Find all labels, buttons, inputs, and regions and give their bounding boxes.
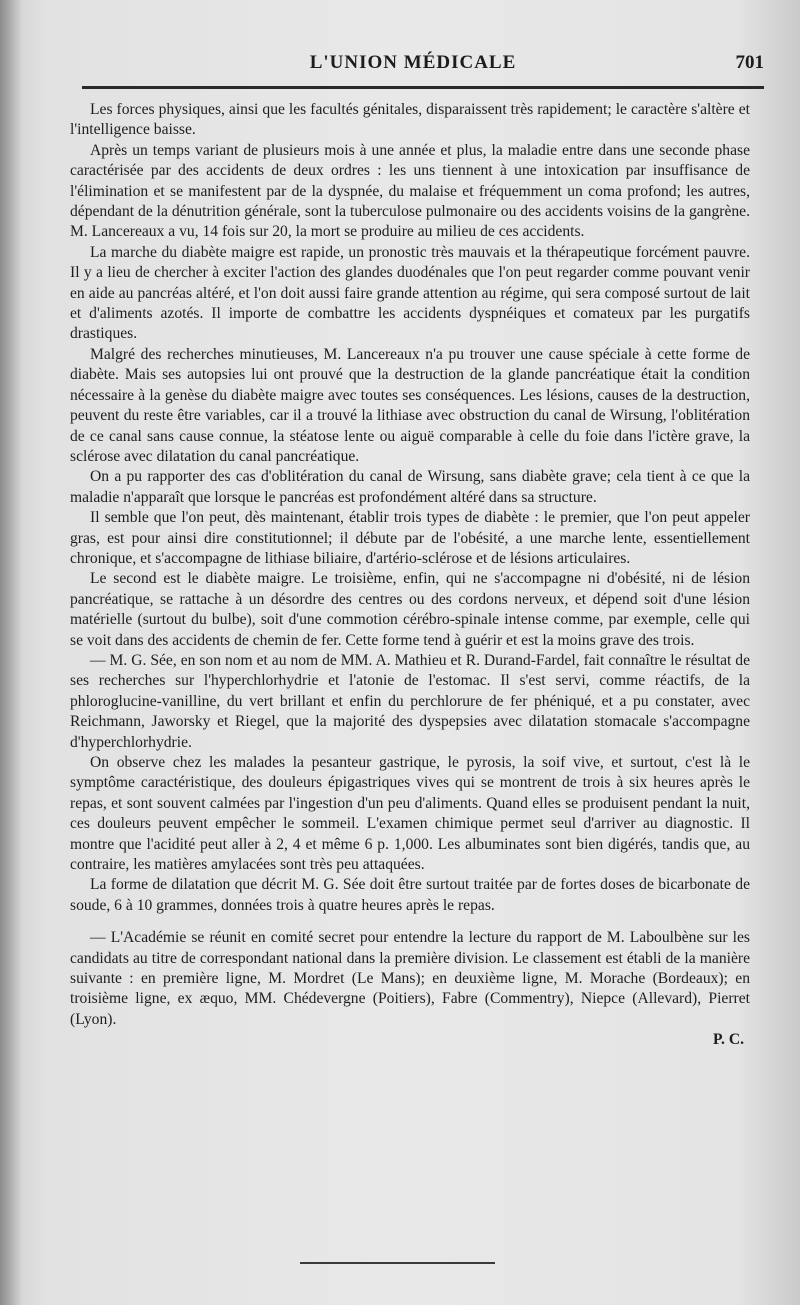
page-number: 701: [735, 52, 764, 73]
paragraph: La marche du diabète maigre est rapide, un pronostic très mauvais et la thérapeutique forcément pauvre. Il y a lieu de chercher à exciter l'action des glandes duodénales que l'on peut regarder comme pouvant venir en aide au pancréas altéré, et l'on doit aussi faire grande attention au régime, qui sera composé surtout de lait et d'aliments azotés. Il importe de combattre les accidents dyspnéiques et comateux par les purgatifs drastiques.: [70, 243, 750, 343]
paragraph: On a pu rapporter des cas d'oblitération du canal de Wirsung, sans diabète grave; cela tient à ce que la maladie n'apparaît que lorsque le pancréas est profondément altéré dans sa structure.: [70, 468, 750, 506]
paragraph: Il semble que l'on peut, dès maintenant, établir trois types de diabète : le premier, que l'on peut appeler gras, est pour ainsi dire constitutionnel; il débute par de l'obésité, a une marche lente, essentiellement chronique, et s'accompagne de lithiase biliaire, d'artério-sclérose et de lésions articulaires.: [70, 509, 750, 567]
paragraph: Après un temps variant de plusieurs mois à une année et plus, la maladie entre dans une seconde phase caractérisée par des accidents de deux ordres : les uns tiennent à une intoxication par insuffisance de l'élimination et se manifestent par de la dyspnée, du malaise et fréquemment un coma profond; les autres, dépendant de la dénutrition générale, sont la tuberculose pulmonaire ou des accidents voisins de la gangrène. M. Lancereaux a vu, 14 fois sur 20, la mort se produire au milieu de ces accidents.: [70, 141, 750, 241]
paragraph: On observe chez les malades la pesanteur gastrique, le pyrosis, la soif vive, et surtout, c'est là le symptôme caractéristique, des douleurs épigastriques vives qui se montrent de trois à six heures après le repas, et sont souvent calmées par l'ingestion d'un peu d'aliments. Quand elles se produisent pendant la nuit, ces douleurs peuvent empêcher le sommeil. L'examen chimique permet seul d'arriver au diagnostic. Il montre que l'acidité peut aller à 2, 4 et même 6 p. 1,000. Les albuminates sont bien digérés, tandis que, au contraire, les matières amylacées sont très peu attaquées.: [70, 754, 750, 874]
paragraph: Le second est le diabète maigre. Le troisième, enfin, qui ne s'accompagne ni d'obésité, ni de lésion pancréatique, se rattache à un désordre des centres ou des cordons nerveux, et dépend soit d'une lésion matérielle (surtout du bulbe), soit d'une commotion cérébro-spinale intense comme, par exemple, celle qui se voit dans des accidents de chemin de fer. Cette forme tend à guérir et est la moins grave des trois.: [70, 570, 750, 649]
page-header: [60, 50, 766, 90]
article-body: [70, 100, 750, 1051]
paragraph: — M. G. Sée, en son nom et au nom de MM. A. Mathieu et R. Durand-Fardel, fait connaître le résultat de ses recherches sur l'hyperchlorhydrie et l'atonie de l'estomac. Il s'est servi, comme réactifs, de la phloroglucine-vanilline, du vert brillant et enfin du perchlorure de fer phéniqué, et a pu constater, avec Reichmann, Jaworsky et Riegel, que la majorité des dyspepsies avec dilatation stomacale s'accompagne d'hyperchlorhydrie.: [70, 651, 750, 751]
header-rule: [82, 86, 764, 89]
paragraph: — L'Académie se réunit en comité secret pour entendre la lecture du rapport de M. Laboulbène sur les candidats au titre de correspondant national dans la première division. Le classement est établi de la manière suivante : en première ligne, M. Mordret (Le Mans); en deuxième ligne, M. Morache (Bordeaux); en troisième ligne, ex æquo, MM. Chédevergne (Poitiers), Fabre (Commentry), Niepce (Allevard), Pierret (Lyon).: [70, 929, 750, 1028]
paragraph: Malgré des recherches minutieuses, M. Lancereaux n'a pu trouver une cause spéciale à cette forme de diabète. Mais ses autopsies lui ont prouvé que la destruction de la glande pancréatique était la condition nécessaire à la genèse du diabète maigre avec toutes ses conséquences. Les lésions, causes de la destruction, peuvent du reste être variables, car il a trouvé la lithiase avec obstruction du canal de Wirsung, l'oblitération de ce canal sans cause connue, la stéatose lente ou aiguë comparable à celle du foie dans l'ictère grave, la sclérose avec dilatation du canal pancréatique.: [70, 345, 750, 465]
paragraph: La forme de dilatation que décrit M. G. Sée doit être surtout traitée par de fortes doses de bicarbonate de soude, 6 à 10 grammes, données trois à quatre heures après le repas.: [70, 876, 750, 914]
section-gap: [70, 916, 750, 928]
running-title: L'UNION MÉDICALE: [309, 52, 517, 73]
signature: P. C.: [712, 1031, 744, 1049]
paragraph: Les forces physiques, ainsi que les facultés génitales, disparaissent très rapidement; le caractère s'altère et l'intelligence baisse.: [70, 101, 750, 139]
bottom-rule: [300, 1262, 495, 1264]
page-edge-shadow: [0, 0, 22, 1305]
